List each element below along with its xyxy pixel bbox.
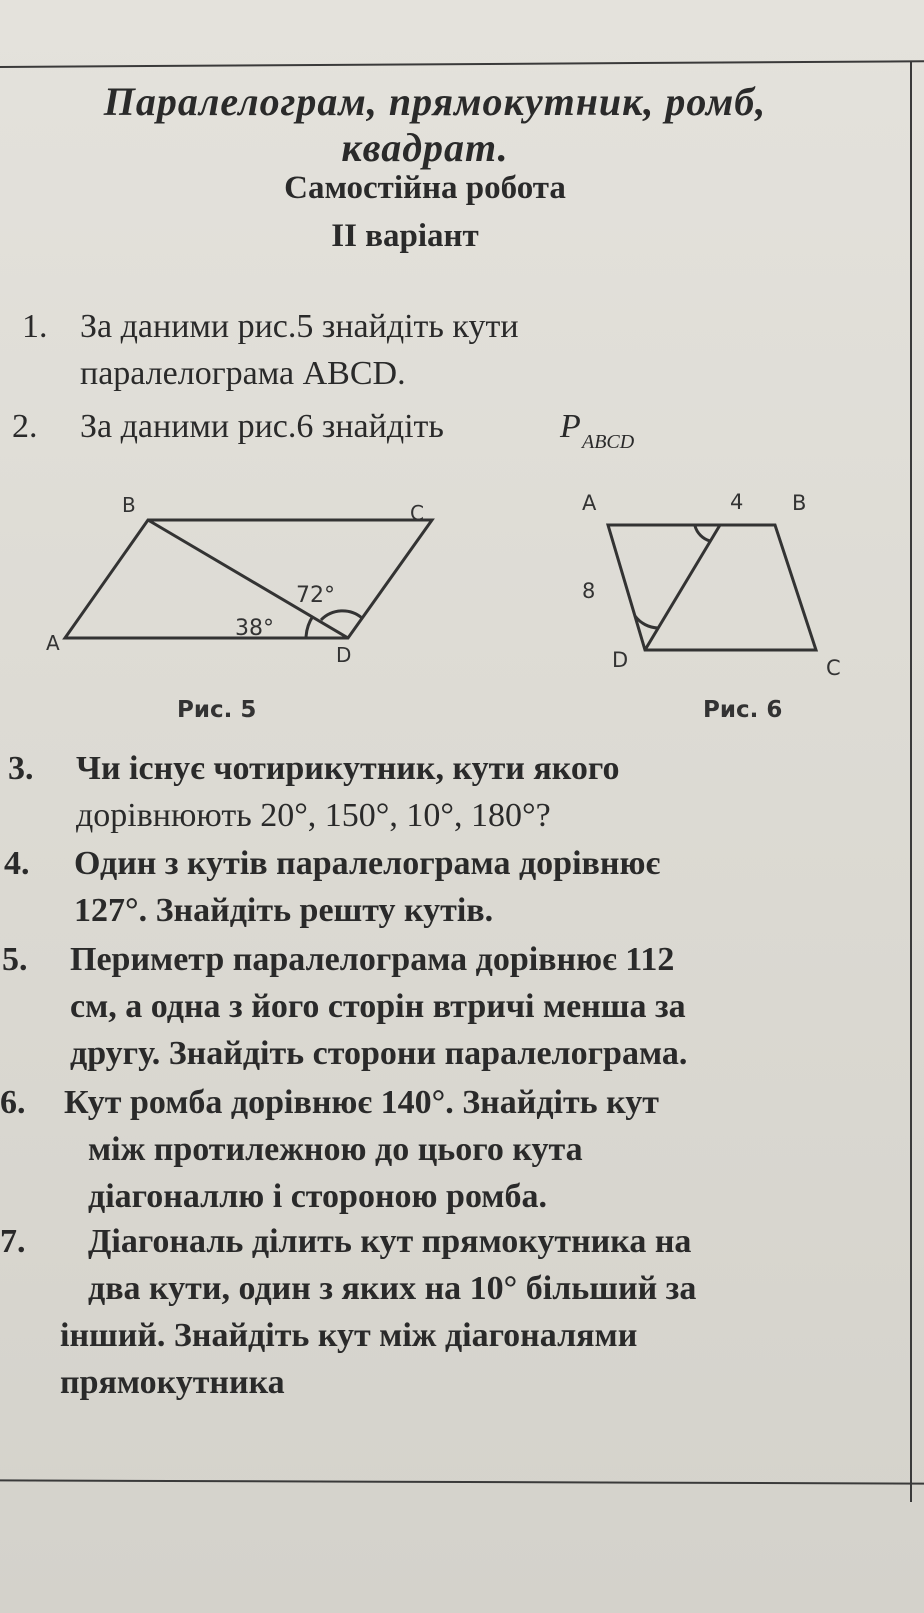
segment-dk xyxy=(645,525,720,650)
question-text-line: Чи існує чотирикутник, кути якого xyxy=(76,750,620,787)
vertex-a-label: A xyxy=(46,631,60,655)
question-number: 2. xyxy=(12,408,38,445)
question-5 xyxy=(2,936,912,1086)
worksheet-subtitle: Самостійна робота xyxy=(284,170,566,206)
frame-right-border xyxy=(910,62,912,1502)
vertex-c-label: C xyxy=(826,656,841,680)
angle-arc-72 xyxy=(321,611,362,620)
question-text-line: прямокутника xyxy=(60,1364,285,1401)
side-ad-length: 8 xyxy=(582,579,596,603)
perimeter-subscript: ABCD xyxy=(582,431,635,453)
question-text-line: Кут ромба дорівнює 140°. Знайдіть кут xyxy=(64,1084,659,1121)
figure-5-caption: Рис. 5 xyxy=(177,697,257,723)
question-text-line: За даними рис.5 знайдіть кути xyxy=(80,308,519,345)
angle-label-38: 38° xyxy=(235,616,274,641)
question-number: 7. xyxy=(0,1223,26,1260)
figure-6-trapezoid xyxy=(560,490,860,690)
perimeter-symbol: P xyxy=(560,408,581,445)
question-text-line: Один з кутів паралелограма дорівнює xyxy=(74,845,661,882)
question-1 xyxy=(22,303,722,403)
angle-arc-38 xyxy=(306,616,313,638)
question-text-line: між протилежною до цього кута xyxy=(88,1131,583,1168)
question-number: 3. xyxy=(8,750,34,787)
question-2 xyxy=(12,403,732,458)
question-text-line: см, а одна з його сторін втричі менша за xyxy=(70,988,686,1025)
vertex-b-label: B xyxy=(122,493,136,517)
question-number: 6. xyxy=(0,1084,26,1121)
page-title-line2: квадрат. xyxy=(341,125,509,170)
question-number: 5. xyxy=(2,941,28,978)
question-text-line: 127°. Знайдіть решту кутів. xyxy=(74,892,494,929)
page-title-line1: Паралелограм, прямокутник, ромб, xyxy=(103,79,767,124)
variant-label: ІІ варіант xyxy=(331,218,479,254)
question-text-line: інший. Знайдіть кут між діагоналями xyxy=(60,1317,638,1354)
quadrilateral-abcd xyxy=(608,525,816,650)
frame-top-border xyxy=(0,60,924,68)
vertex-d-label: D xyxy=(336,643,352,667)
question-7 xyxy=(0,1218,910,1418)
question-number: 4. xyxy=(4,845,30,882)
question-text-line: Периметр паралелограма дорівнює 112 xyxy=(70,941,675,978)
question-4 xyxy=(4,840,854,940)
angle-mark-top xyxy=(695,526,710,541)
segment-length: 4 xyxy=(730,490,744,514)
question-text-line: два кути, один з яких на 10° більший за xyxy=(88,1270,697,1307)
vertex-c-label: C xyxy=(410,501,424,525)
question-text-line: діагоналлю і стороною ромба. xyxy=(88,1178,547,1215)
vertex-b-label: B xyxy=(792,491,807,515)
figure-6-caption: Рис. 6 xyxy=(703,697,783,723)
vertex-d-label: D xyxy=(612,648,629,672)
question-3 xyxy=(8,745,808,845)
angle-label-72: 72° xyxy=(296,583,335,608)
figure-5-parallelogram xyxy=(20,490,460,680)
question-text-line: дорівнюють 20°, 150°, 10°, 180°? xyxy=(76,797,551,834)
vertex-a-label: A xyxy=(582,491,597,515)
question-text-line: За даними рис.6 знайдіть xyxy=(80,408,444,445)
frame-bottom-border xyxy=(0,1479,924,1484)
question-6 xyxy=(0,1079,880,1229)
question-text-line: паралелограма ABCD. xyxy=(80,355,406,392)
question-number: 1. xyxy=(22,308,48,345)
question-text-line: Діагональ ділить кут прямокутника на xyxy=(88,1223,692,1260)
question-text-line: другу. Знайдіть сторони паралелограма. xyxy=(70,1035,688,1072)
